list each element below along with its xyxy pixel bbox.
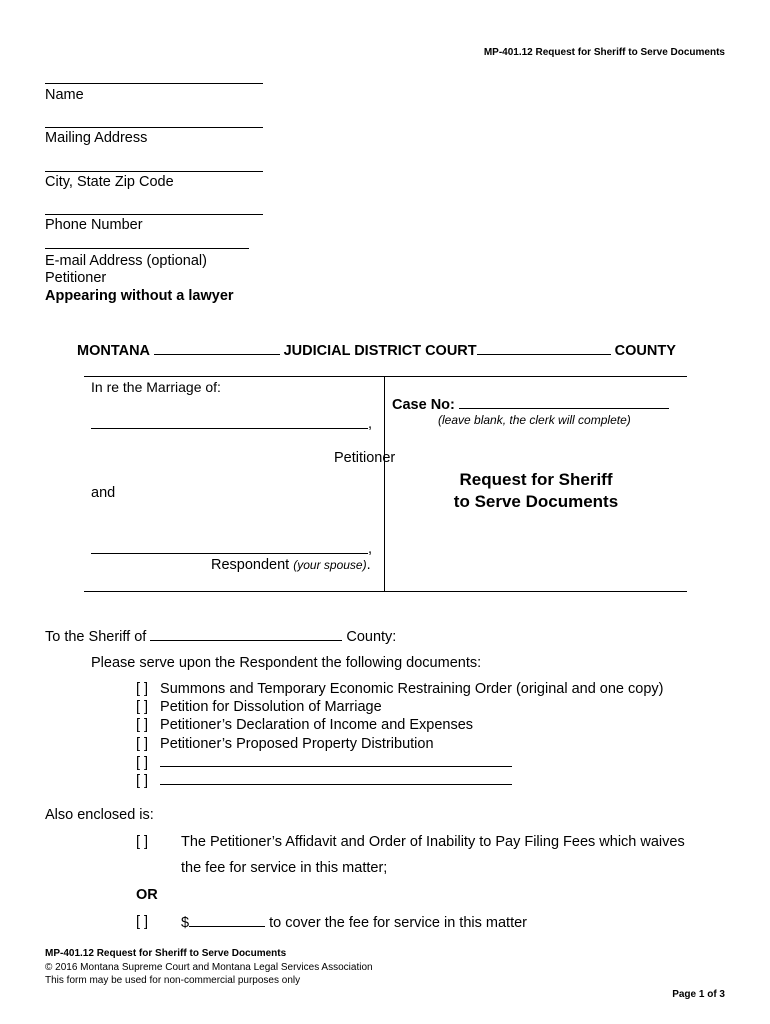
- court-caption: [77, 342, 676, 359]
- caption-box-top-rule: [84, 376, 687, 377]
- caption-box-divider: [384, 376, 385, 591]
- case-no-note: (leave blank, the clerk will complete): [438, 413, 631, 427]
- in-re-label: In re the Marriage of:: [91, 379, 221, 395]
- mailing-address-label: Mailing Address: [45, 130, 148, 146]
- fee-text: to cover the fee for service in this matter: [269, 915, 527, 931]
- respondent-label: [211, 557, 371, 573]
- dollar-sign: $: [181, 915, 190, 931]
- or-label: OR: [136, 887, 158, 903]
- petitioner-label: Petitioner: [334, 450, 396, 466]
- email-field[interactable]: [45, 248, 249, 249]
- comma-2: ,: [368, 541, 373, 557]
- page-number: Page 1 of 3: [672, 989, 725, 1000]
- doc-label-3: Petitioner’s Declaration of Income and Expenses: [160, 717, 474, 733]
- document-title-line2: to Serve Documents: [453, 492, 619, 511]
- to-sheriff-line: [45, 628, 396, 645]
- fee-amount-field[interactable]: [189, 914, 265, 927]
- doc-checkbox-1[interactable]: [ ]: [136, 681, 149, 697]
- affidavit-line1: The Petitioner’s Affidavit and Order of Inability to Pay Filing Fees which waives: [181, 834, 685, 850]
- caption-box-bottom-rule: [84, 591, 687, 592]
- footer-usage: This form may be used for non-commercial purposes only: [45, 975, 301, 986]
- respondent-text: Respondent: [211, 557, 290, 573]
- sheriff-county-field[interactable]: [150, 628, 342, 641]
- spouse-note: (your spouse): [293, 558, 367, 572]
- header-form-id: MP-401.12 Request for Sheriff to Serve Documents: [483, 47, 725, 58]
- doc-checkbox-3[interactable]: [ ]: [136, 717, 149, 733]
- appearing-label: Appearing without a lawyer: [45, 288, 234, 304]
- document-title-line1: Request for Sheriff: [459, 470, 613, 489]
- caption-judicial: JUDICIAL DISTRICT COURT: [283, 343, 477, 359]
- caption-montana: MONTANA: [77, 343, 150, 359]
- fee-checkbox[interactable]: [ ]: [136, 914, 149, 930]
- mailing-address-field[interactable]: [45, 127, 263, 128]
- fee-line: [181, 914, 527, 931]
- role-label: Petitioner: [45, 270, 107, 286]
- and-label: and: [91, 485, 116, 501]
- doc-other-field-2[interactable]: [160, 772, 512, 785]
- county-label: County:: [346, 629, 397, 645]
- phone-field[interactable]: [45, 214, 263, 215]
- doc-checkbox-2[interactable]: [ ]: [136, 699, 149, 715]
- district-number-field[interactable]: [154, 342, 280, 355]
- doc-checkbox-4[interactable]: [ ]: [136, 736, 149, 752]
- name-field[interactable]: [45, 83, 263, 84]
- doc-item-6[interactable]: [136, 772, 512, 789]
- respondent-name-field[interactable]: [91, 553, 368, 554]
- case-no-label: Case No:: [392, 397, 455, 413]
- to-sheriff-label: To the Sheriff of: [45, 629, 147, 645]
- doc-label-2: Petition for Dissolution of Marriage: [160, 699, 382, 715]
- also-enclosed: Also enclosed is:: [45, 807, 154, 823]
- doc-item-2[interactable]: [136, 699, 382, 715]
- city-state-zip-label: City, State Zip Code: [45, 174, 174, 190]
- phone-label: Phone Number: [45, 217, 143, 233]
- doc-item-3[interactable]: [136, 717, 473, 733]
- affidavit-checkbox[interactable]: [ ]: [136, 834, 149, 850]
- doc-checkbox-5[interactable]: [ ]: [136, 755, 149, 771]
- footer-copyright: © 2016 Montana Supreme Court and Montana Legal Services Association: [45, 962, 373, 973]
- doc-other-field-1[interactable]: [160, 754, 512, 767]
- name-label: Name: [45, 87, 84, 103]
- respondent-period: .: [366, 557, 371, 573]
- email-label: E-mail Address (optional): [45, 253, 207, 269]
- city-state-zip-field[interactable]: [45, 171, 263, 172]
- please-serve: Please serve upon the Respondent the following documents:: [91, 655, 482, 671]
- doc-label-4: Petitioner’s Proposed Property Distribution: [160, 736, 434, 752]
- doc-label-1: Summons and Temporary Economic Restraining Order (original and one copy): [160, 681, 664, 697]
- doc-item-5[interactable]: [136, 754, 512, 771]
- caption-county: COUNTY: [614, 343, 676, 359]
- footer-form-id: MP-401.12 Request for Sheriff to Serve Documents: [45, 948, 287, 959]
- county-name-field[interactable]: [477, 342, 611, 355]
- case-no: [392, 396, 669, 413]
- comma-1: ,: [368, 416, 373, 432]
- doc-item-1[interactable]: [136, 681, 663, 697]
- case-no-field[interactable]: [459, 396, 669, 409]
- affidavit-line2: the fee for service in this matter;: [181, 860, 388, 876]
- doc-item-4[interactable]: [136, 736, 434, 752]
- doc-checkbox-6[interactable]: [ ]: [136, 773, 149, 789]
- petitioner-name-field[interactable]: [91, 428, 368, 429]
